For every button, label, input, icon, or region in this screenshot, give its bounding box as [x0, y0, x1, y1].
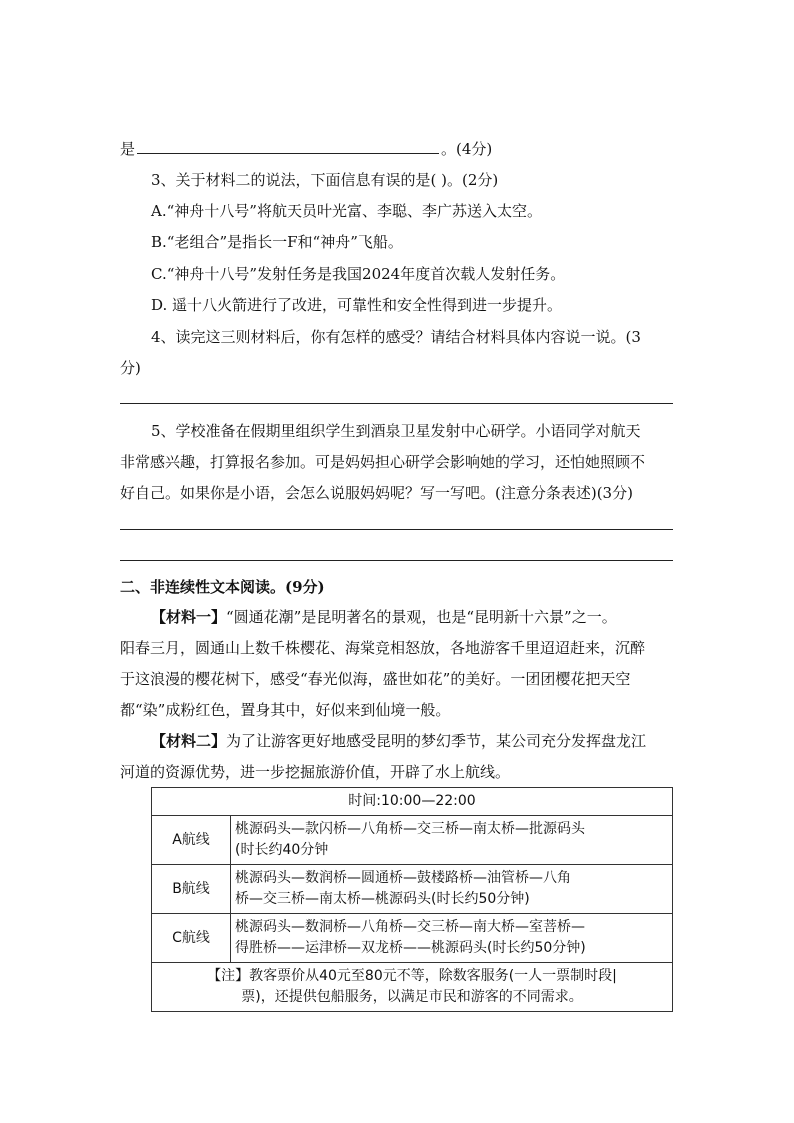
table-note	[152, 963, 673, 1012]
q2-prefix: 是	[120, 140, 136, 158]
q3-option-c: C.“神舟十八号”发射任务是我国2024年度首次载人发射任务。	[151, 265, 566, 283]
q4-line-2: 分)	[120, 359, 141, 377]
table-row	[152, 914, 673, 963]
m1-text-1: “圆通花潮”是昆明著名的景观，也是“昆明新十六景”之一。	[226, 608, 617, 626]
route-stops-line-1: 桃源码头—数洞桥—八角桥—交三桥—南大桥—室菩桥—	[235, 919, 585, 935]
route-name: A航线	[152, 816, 231, 865]
m1-line-1	[151, 607, 617, 627]
route-stops-line-1: 桃源码头—数润桥—圆通桥—鼓楼路桥—油管桥—八角	[235, 870, 571, 886]
q4-answer-rule[interactable]	[120, 403, 673, 404]
q2-answer-line	[120, 138, 492, 159]
route-name: C航线	[152, 914, 231, 963]
q5-line-2: 非常感兴趣，打算报名参加。可是妈妈担心研学会影响她的学习，还怕她照顾不	[120, 453, 646, 471]
q3-stem: 3、关于材料二的说法，下面信息有误的是( )。(2分)	[151, 171, 499, 189]
table-row	[152, 816, 673, 865]
m2-line-2: 河道的资源优势，进一步挖掘旅游价值，开辟了水上航线。	[120, 763, 511, 781]
section2-heading: 二、非连续性文本阅读。(9分)	[120, 578, 325, 596]
m2-text-1: 为了让游客更好地感受昆明的梦幻季节，某公司充分发挥盘龙江	[226, 732, 647, 750]
q5-line-3: 好自己。如果你是小语，会怎么说服妈妈呢？写一写吧。(注意分条表述)(3分)	[120, 484, 633, 502]
table-row	[152, 788, 673, 816]
m1-label: 【材料一】	[151, 608, 227, 626]
m1-line-3: 于这浪漫的樱花树下，感受“春光似海，盛世如花”的美好。一团团樱花把天空	[120, 670, 631, 688]
route-table	[151, 787, 673, 1012]
q5-answer-rule-1[interactable]	[120, 529, 673, 530]
q3-option-a: A.“神舟十八号”将航天员叶光富、李聪、李广苏送入太空。	[151, 202, 542, 220]
q3-option-d: D. 遥十八火箭进行了改进，可靠性和安全性得到进一步提升。	[151, 296, 563, 314]
route-stops-line-1: 桃源码头—款闪桥—八角桥—交三桥—南太桥—批源码头	[235, 821, 585, 837]
q2-suffix: 。(4分)	[441, 140, 493, 158]
q5-line-1: 5、学校准备在假期里组织学生到酒泉卫星发射中心研学。小语同学对航天	[151, 422, 641, 440]
table-note-line-2: 票)，还提供包船服务，以满足市民和游客的不同需求。	[241, 989, 583, 1005]
m2-label: 【材料二】	[151, 732, 227, 750]
route-stops-line-2: 得胜桥——运津桥—双龙桥——桃源码头(时长约50分钟)	[235, 940, 586, 956]
route-stops	[231, 865, 673, 914]
route-stops	[231, 816, 673, 865]
q4-line-1: 4、读完这三则材料后，你有怎样的感受？请结合材料具体内容说一说。(3	[151, 328, 641, 346]
route-stops-line-2: (时长约40分钟	[235, 842, 329, 858]
route-stops-line-2: 桥—交三桥—南太桥—桃源码头(时长约50分钟)	[235, 891, 530, 907]
table-note-line-1: 【注】教客票价从40元至80元不等，除数客服务(一人一票制时段|	[207, 968, 617, 984]
route-name: B航线	[152, 865, 231, 914]
q3-option-b: B.“老组合”是指长一F和“神舟”飞船。	[151, 233, 403, 251]
m1-line-4: 都“染”成粉红色，置身其中，好似来到仙境一般。	[120, 701, 451, 719]
m1-line-2: 阳春三月，圆通山上数千株樱花、海棠竞相怒放，各地游客千里迢迢赶来，沉醉	[120, 639, 646, 657]
route-stops	[231, 914, 673, 963]
table-row	[152, 963, 673, 1012]
table-header-time: 时间:10:00—22:00	[152, 788, 673, 816]
q5-answer-rule-2[interactable]	[120, 560, 673, 561]
m2-line-1	[151, 731, 646, 751]
table-row	[152, 865, 673, 914]
q2-answer-blank[interactable]	[137, 138, 439, 154]
